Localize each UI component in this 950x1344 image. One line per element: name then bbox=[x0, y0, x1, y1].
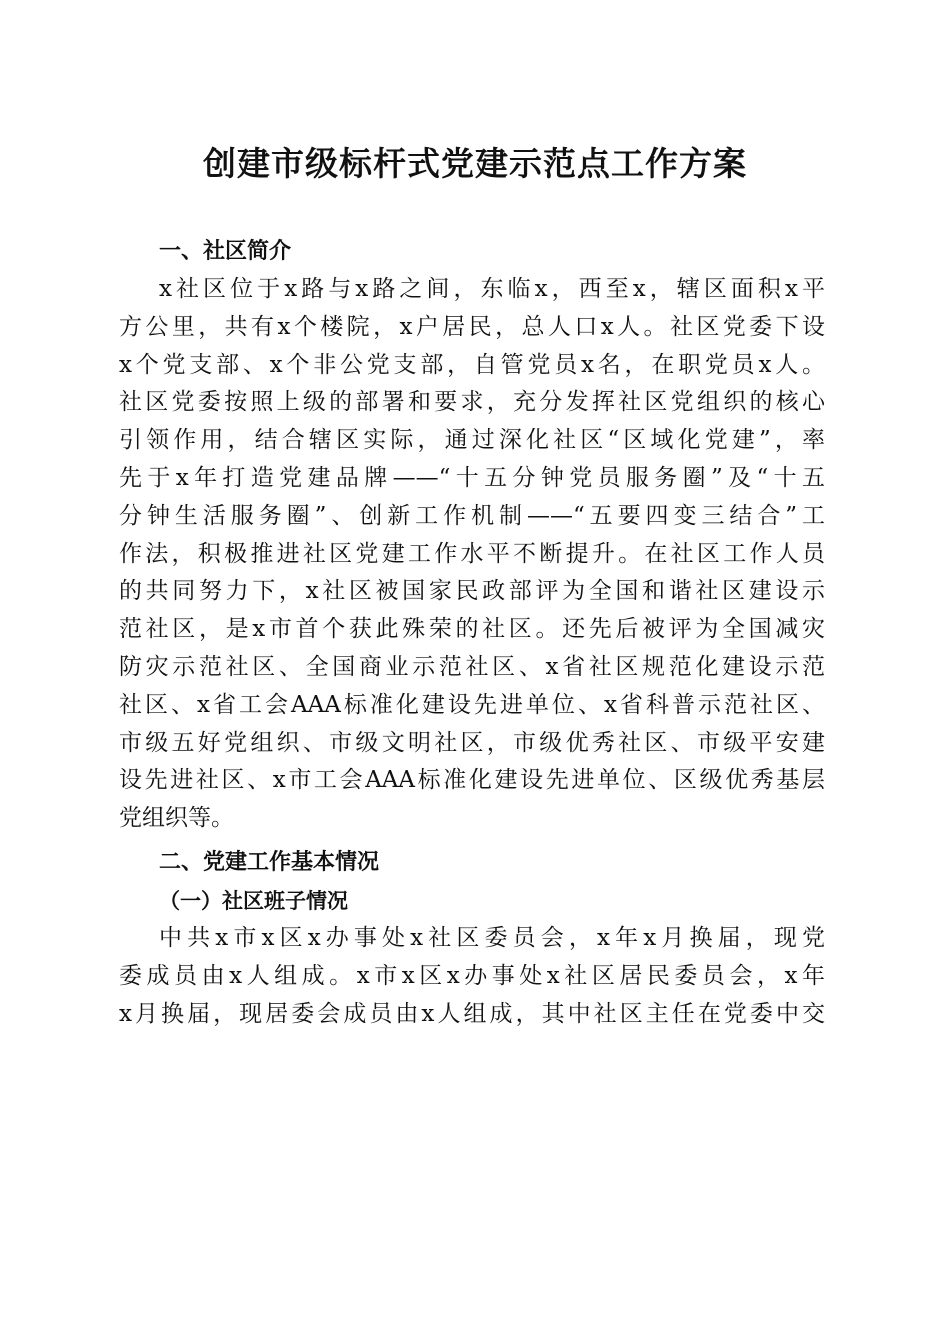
section-heading-community-intro: 一、社区简介 bbox=[159, 239, 292, 264]
paragraph-line: 先于x年打造党建品牌——“十五分钟党员服务圈”及“十五 bbox=[119, 464, 825, 491]
paragraph-line: 引领作用，结合辖区实际，通过深化社区“区域化党建”，率 bbox=[119, 427, 825, 454]
paragraph-line: 防灾示范社区、全国商业示范社区、x省社区规范化建设示范 bbox=[119, 653, 825, 680]
document-title: 创建市级标杆式党建示范点工作方案 bbox=[203, 144, 747, 183]
paragraph-line: 方公里，共有x个楼院，x户居民，总人口x人。社区党委下设 bbox=[119, 313, 825, 340]
paragraph-line: 委成员由x人组成。x市x区x办事处x社区居民委员会，x年 bbox=[119, 962, 825, 989]
paragraph-line: 分钟生活服务圈”、创新工作机制——“五要四变三结合”工 bbox=[119, 502, 825, 529]
document-body bbox=[119, 233, 825, 1033]
subsection-heading-leadership: （一）社区班子情况 bbox=[159, 887, 348, 913]
paragraph-line: 市级五好党组织、市级文明社区，市级优秀社区、市级平安建 bbox=[119, 729, 825, 756]
paragraph-line: 设先进社区、x市工会AAA标准化建设先进单位、区级优秀基层 bbox=[119, 767, 825, 794]
community-intro-paragraph bbox=[119, 271, 825, 838]
section-heading-party-building: 二、党建工作基本情况 bbox=[159, 849, 380, 875]
paragraph-line: 党组织等。 bbox=[119, 805, 234, 832]
paragraph-line: x月换届，现居委会成员由x人组成，其中社区主任在党委中交 bbox=[119, 1000, 825, 1027]
paragraph-line: x个党支部、x个非公党支部，自管党员x名，在职党员x人。 bbox=[119, 351, 825, 378]
paragraph-line: 中共x市x区x办事处x社区委员会，x年x月换届，现党 bbox=[159, 924, 825, 951]
paragraph-line: 范社区，是x市首个获此殊荣的社区。还先后被评为全国减灾 bbox=[119, 616, 825, 643]
paragraph-line: 社区、x省工会AAA标准化建设先进单位、x省科普示范社区、 bbox=[119, 691, 825, 718]
paragraph-line: 社区党委按照上级的部署和要求，充分发挥社区党组织的核心 bbox=[119, 389, 825, 416]
leadership-paragraph bbox=[119, 920, 825, 1033]
paragraph-line: 作法，积极推进社区党建工作水平不断提升。在社区工作人员 bbox=[119, 540, 825, 567]
paragraph-line: x社区位于x路与x路之间，东临x，西至x，辖区面积x平 bbox=[159, 276, 825, 302]
paragraph-line: 的共同努力下，x社区被国家民政部评为全国和谐社区建设示 bbox=[119, 578, 825, 605]
